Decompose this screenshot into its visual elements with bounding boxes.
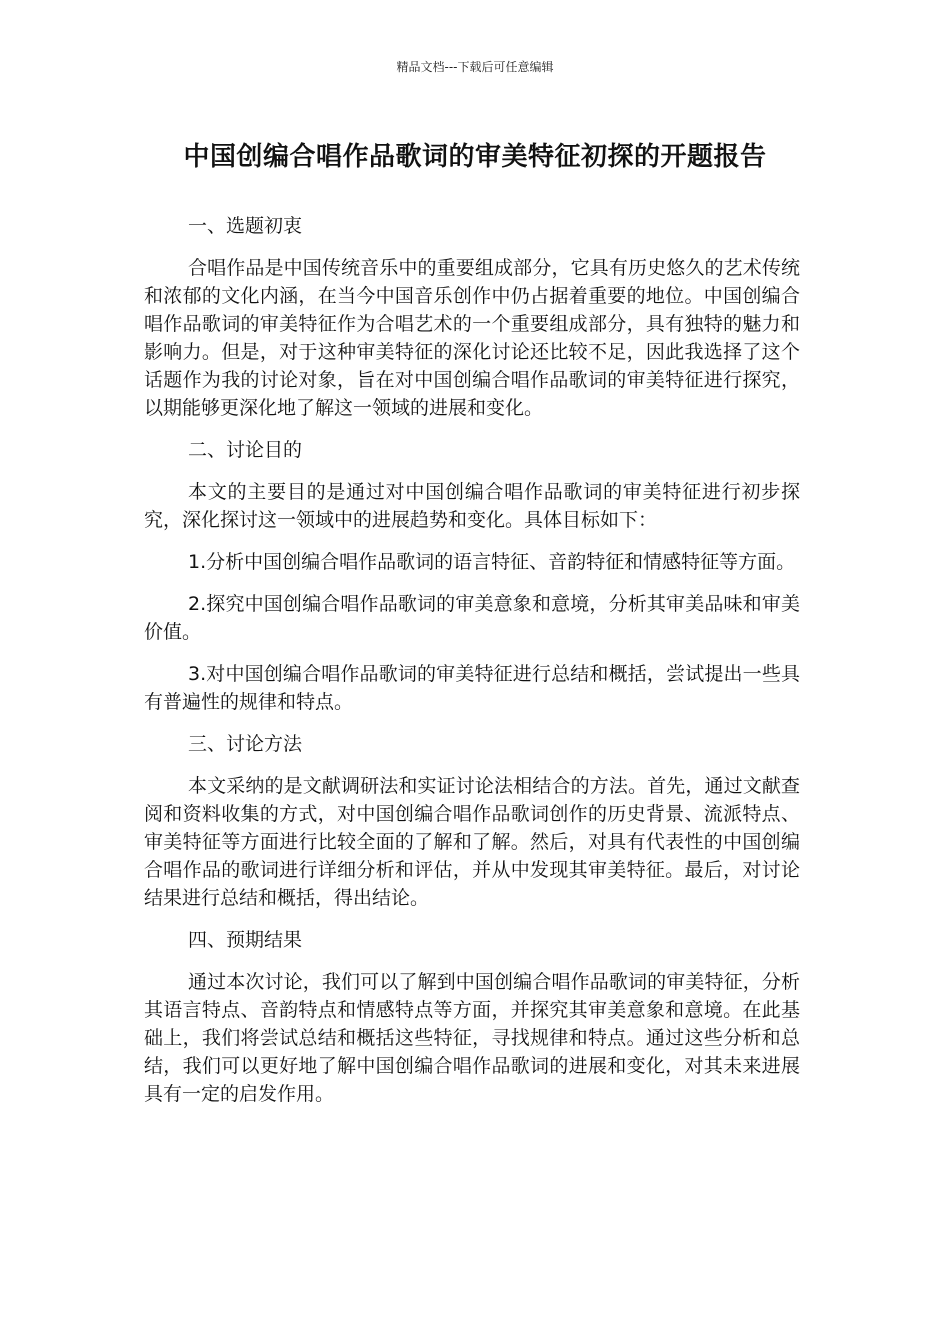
goal-item-3: 3.对中国创编合唱作品歌词的审美特征进行总结和概括，尝试提出一些具有普遍性的规律和特点。 <box>144 663 800 713</box>
paragraph-purpose: 本文的主要目的是通过对中国创编合唱作品歌词的审美特征进行初步探究，深化探讨这一领域中的进展趋势和变化。具体目标如下： <box>144 481 800 531</box>
section-heading-purpose: 二、讨论目的 <box>188 439 303 461</box>
paragraph-method: 本文采纳的是文献调研法和实证讨论法相结合的方法。首先，通过文献查阅和资料收集的方式，对中国创编合唱作品歌词创作的历史背景、流派特点、审美特征等方面进行比较全面的了解和了解。然后，对具有代表性的中国创编合唱作品的歌词进行详细分析和评估，并从中发现其审美特征。最后，对讨论结果进行总结和概括，得出结论。 <box>144 775 800 909</box>
goal-item-1: 1.分析中国创编合唱作品歌词的语言特征、音韵特征和情感特征等方面。 <box>188 551 796 573</box>
paragraph-rationale: 合唱作品是中国传统音乐中的重要组成部分，它具有历史悠久的艺术传统和浓郁的文化内涵，在当今中国音乐创作中仍占据着重要的地位。中国创编合唱作品歌词的审美特征作为合唱艺术的一个重要组成部分，具有独特的魅力和影响力。但是，对于这种审美特征的深化讨论还比较不足，因此我选择了这个话题作为我的讨论对象，旨在对中国创编合唱作品歌词的审美特征进行探究，以期能够更深化地了解这一领域的进展和变化。 <box>144 257 800 419</box>
paragraph-expected-results: 通过本次讨论，我们可以了解到中国创编合唱作品歌词的审美特征，分析其语言特点、音韵特点和情感特点等方面，并探究其审美意象和意境。在此基础上，我们将尝试总结和概括这些特征，寻找规律和特点。通过这些分析和总结，我们可以更好地了解中国创编合唱作品歌词的进展和变化，对其未来进展具有一定的启发作用。 <box>144 971 800 1105</box>
goal-item-2: 2.探究中国创编合唱作品歌词的审美意象和意境，分析其审美品味和审美价值。 <box>144 593 800 643</box>
section-heading-method: 三、讨论方法 <box>188 733 303 755</box>
section-heading-rationale: 一、选题初衷 <box>188 215 303 237</box>
header-note: 精品文档---下载后可任意编辑 <box>396 60 554 74</box>
document-title: 中国创编合唱作品歌词的审美特征初探的开题报告 <box>183 142 767 172</box>
document-body <box>144 212 800 1122</box>
section-heading-expected-results: 四、预期结果 <box>188 929 303 951</box>
